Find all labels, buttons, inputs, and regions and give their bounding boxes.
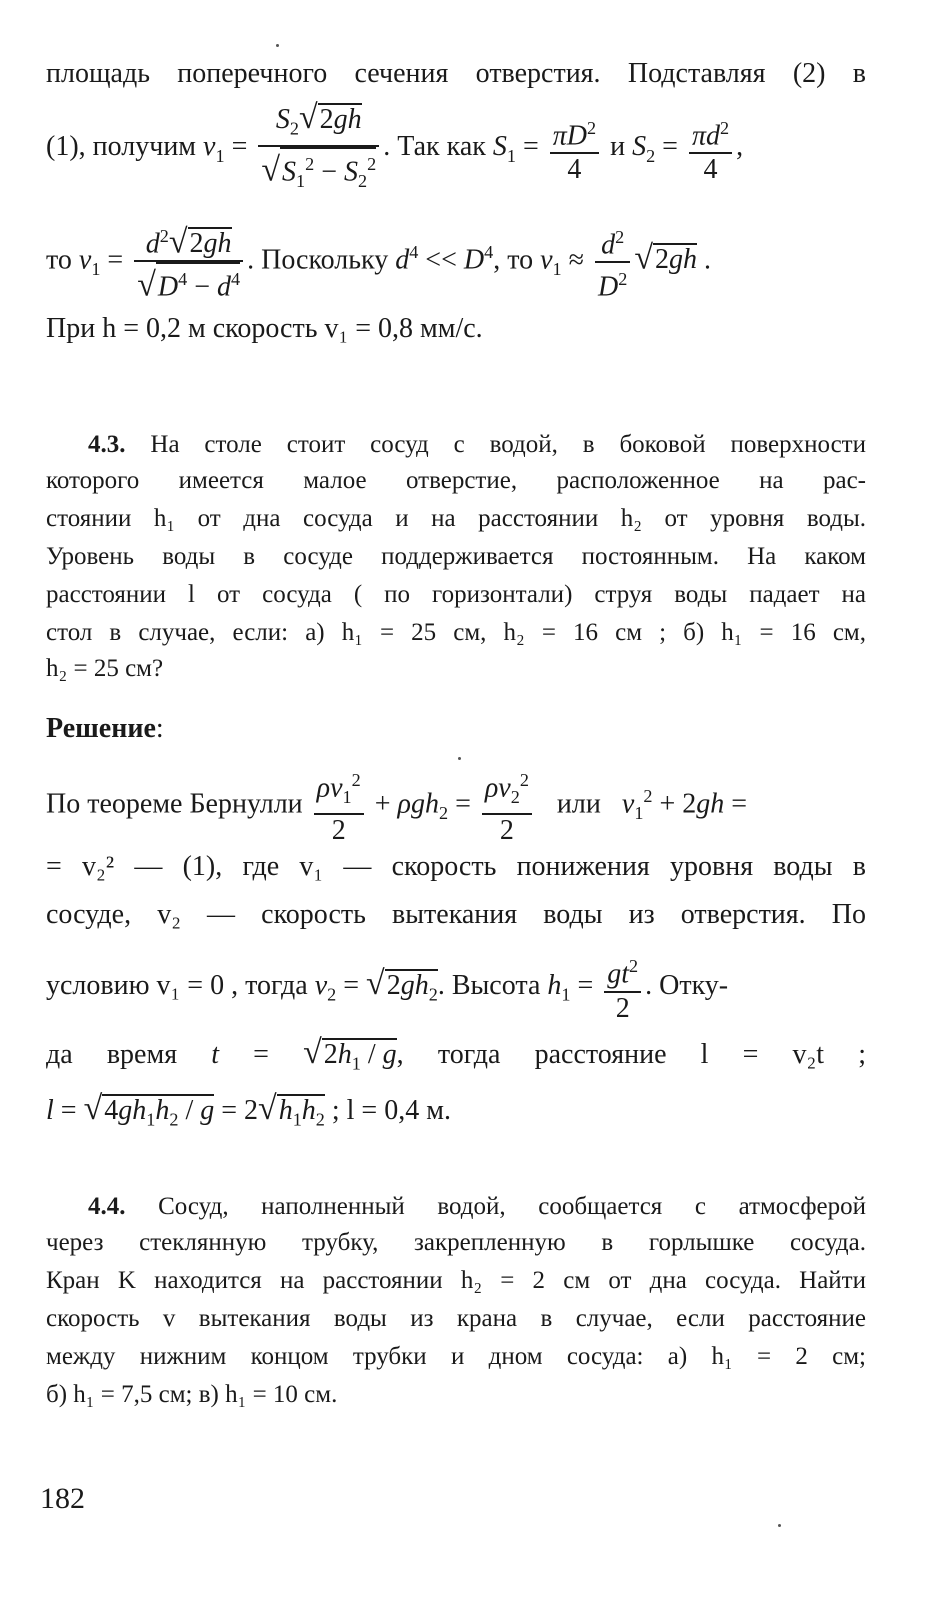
problem-4-4-line-3: Кран K находится на расстоянии h₂ = 2 см от дна сосуда. Найти bbox=[46, 1267, 866, 1294]
problem-4-3-line-2: которого имеется малое отверстие, расположенное на рас- bbox=[46, 467, 866, 494]
solution-line-2: = v₂² — (1), где v₁ — скорость понижения уровня воды в bbox=[46, 851, 866, 882]
problem-4-4-line-5: между нижним концом трубки и дном сосуда: а) h₁ = 2 см; bbox=[46, 1343, 866, 1370]
formula-bernoulli-1: $\frac{\rho v_1^2}{2}$ bbox=[314, 764, 364, 847]
solution-line-3: сосуде, v₂ — скорость вытекания воды из отверстия. По bbox=[46, 899, 866, 930]
problem-4-4-line-2: через стеклянную трубку, закрепленную в горлышке сосуда. bbox=[46, 1229, 866, 1256]
problem-4-3-line-1: 4.3. На столе стоит сосуд с водой, в боковой поверхности bbox=[88, 431, 866, 458]
problem-4-3-line-7: h₂ = 25 см? bbox=[46, 655, 164, 682]
problem-4-3-line-3: стоянии h₁ от дна сосуда и на расстоянии h₂ от уровня воды. bbox=[46, 505, 866, 532]
scan-speck bbox=[778, 1524, 781, 1527]
problem-4-3-line-6: стол в случае, если: а) h₁ = 25 см, h₂ = 16 см ; б) h₁ = 16 см, bbox=[46, 619, 866, 646]
problem-4-4-line-6: б) h₁ = 7,5 см; в) h₁ = 10 см. bbox=[46, 1381, 338, 1408]
solution-line-1: По теореме Бернулли $\frac{\rho v_1^2}{2}$ + ρgh$_2$ = $\frac{\rho v_2^2}{2}$ или $v_1^2 + 2gh$ = bbox=[46, 756, 866, 836]
intro-line-4: При h = 0,2 м скорость v₁ = 0,8 мм/с. bbox=[46, 313, 483, 344]
formula-height: $\frac{gt^2}{2}$ bbox=[604, 950, 641, 1024]
formula-v1-approx: $\frac{d^2}{D^2}$ bbox=[595, 221, 630, 304]
solution-line-6: $l = √4gh_1h_2 / g = 2√h_1h_2$ ; l = 0,4 м. bbox=[46, 1092, 866, 1135]
solution-line-5: да время $t = √2h_1 / g$, тогда расстояние l = v₂t ; bbox=[46, 1036, 866, 1079]
solution-heading: Решение: bbox=[46, 713, 164, 744]
formula-s1: $\frac{\pi D^2}{4}$ bbox=[550, 112, 599, 186]
intro-line-3: то $v_1$ = $\frac{d^2√2gh}{√D^4 - d^4}$ . Поскольку $d^4 << D^4$, то $v_1$ ≈ $\frac{d^2}{D^2}$ √2gh . bbox=[46, 212, 866, 292]
problem-4-3-line-4: Уровень воды в сосуде поддерживается постоянным. На каком bbox=[46, 543, 866, 570]
problem-4-3-line-5: расстоянии l от сосуда ( по горизонтали) струя воды падает на bbox=[46, 581, 866, 608]
formula-v1-d: $\frac{d^2√2gh}{√D^4 - d^4}$ bbox=[134, 220, 243, 304]
formula-v1-fraction: $\frac{S_2√2gh}{√S_1^2 - S_2^2}$ bbox=[258, 102, 379, 196]
problem-4-4-line-1: 4.4. Сосуд, наполненный водой, сообщается с атмосферой bbox=[88, 1193, 867, 1220]
scan-speck bbox=[458, 757, 461, 760]
solution-line-4: условию v₁ = 0 , тогда $v_2 = √2gh_2$. Высота $h_1$ = $\frac{gt^2}{2}$ . Отку- bbox=[46, 944, 866, 1024]
scan-speck bbox=[276, 44, 279, 47]
formula-s2: $\frac{\pi d^2}{4}$ bbox=[689, 112, 732, 186]
intro-line-2: (1), получим $v_1$ = $\frac{S_2√2gh}{√S_1^2 - S_2^2}$ . Так как $S_1$ = $\frac{\pi D^2}{4}$ и $S_2$ = $\frac{\pi d^2}{4}$ , bbox=[46, 102, 866, 182]
problem-4-4-line-4: скорость v вытекания воды из крана в случае, если расстояние bbox=[46, 1305, 866, 1332]
page-number: 182 bbox=[40, 1482, 85, 1515]
intro-line-1: площадь поперечного сечения отверстия. Подставляя (2) в bbox=[46, 58, 866, 89]
formula-bernoulli-2: $\frac{\rho v_2^2}{2}$ bbox=[482, 764, 532, 847]
